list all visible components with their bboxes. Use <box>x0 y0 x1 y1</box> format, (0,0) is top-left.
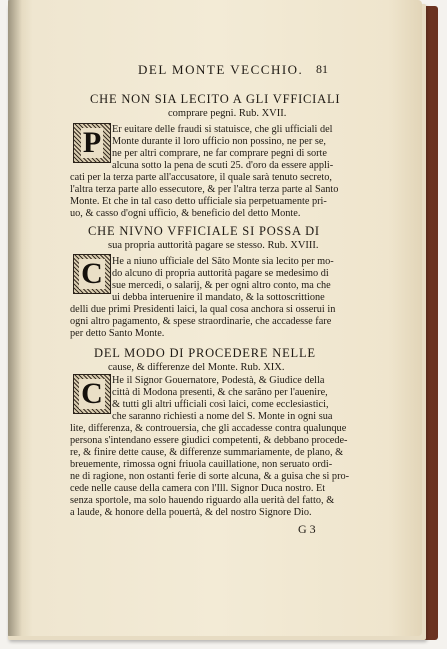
text-line: per detto Santo Monte. <box>70 328 165 339</box>
text-line: He a niuno ufficiale del Sãto Monte sia lecito per mo- <box>112 256 334 267</box>
text-line: l'altra terza parte allo essecutore, & per l'altra terza parte al Santo <box>70 184 339 195</box>
text-line: ogni altro pagamento, & spese straordinarie, che accadesse fare <box>70 316 332 327</box>
book-page <box>8 0 422 636</box>
text-line: a laude, & honore della pouertà, & del nostro Signore Dio. <box>70 507 312 518</box>
section-heading: CHE NIVNO VFFICIALE SI POSSA DI <box>88 224 320 238</box>
section-heading: CHE NON SIA LECITO A GLI VFFICIALI <box>90 92 341 106</box>
section-subheading: cause, & differenze del Monte. Rub. XIX. <box>108 362 285 373</box>
text-line: re, & finire dette cause, & differenze summariamente, de plano, & <box>70 447 344 458</box>
spine-shadow <box>8 0 22 636</box>
text-line: città di Modona presenti, & che sarãno per l'auenire, <box>112 387 328 398</box>
decorated-initial <box>73 254 111 294</box>
text-line: delli due primi Presidenti laici, la qual cosa anchora si osserui in <box>70 304 336 315</box>
initial-letter: C <box>81 377 103 410</box>
section-subheading: comprare pegni. Rub. XVII. <box>168 108 287 119</box>
running-head: DEL MONTE VECCHIO. <box>138 62 304 77</box>
text-line: He il Signor Gouernatore, Podestà, & Giudice della <box>112 375 325 386</box>
text-line: lite, differenza, & controuersia, che gli accadesse contra qualunque <box>70 423 347 434</box>
text-line: che saranno richiesti a nome del S. Monte in ogni sua <box>112 411 333 422</box>
decorated-initial <box>73 374 111 414</box>
initial-letter: C <box>81 257 103 290</box>
text-line: ui debba interuenire il mandato, & la sottoscrittione <box>112 292 325 303</box>
text-line: cati per la terza parte all'accusatore, il quale sarà tenuto secreto, <box>70 172 332 183</box>
text-line: Er euitare delle fraudi si statuisce, che gli ufficiali del <box>112 124 333 135</box>
page-number: 81 <box>316 62 328 76</box>
text-line: senza sportole, ma solo hauendo riguardo alla uerità del fatto, & <box>70 495 335 506</box>
text-line: cede nelle cause della camera con l'Ill. Signor Duca nostro. Et <box>70 483 326 494</box>
decorated-initial <box>73 123 111 163</box>
text-line: sue mercedi, o salarij, & per ogni altro conto, ma che <box>112 280 331 291</box>
text-line: breuemente, rimossa ogni friuola cauillatione, non seruato ordi- <box>70 459 333 470</box>
text-line: ne per altri comprare, ne far comprare pegni di sorte <box>112 148 327 159</box>
text-line: persona s'intendano essere giudici competenti, & debbano procede- <box>70 435 348 446</box>
section-subheading: sua propria auttorità pagare se stesso. Rub. XVIII. <box>108 240 319 251</box>
text-line: Monte. Et che in tal caso detto ufficiale sia perpetuamente pri- <box>70 196 327 207</box>
text-line: ne di ragione, non ostanti ferie di sorte alcuna, & a guisa che si pro- <box>70 471 350 482</box>
section-heading: DEL MODO DI PROCEDERE NELLE <box>94 346 316 360</box>
initial-letter: P <box>82 126 102 159</box>
text-line: alcuna sotto la pena de scuti 25. d'oro da essere appli- <box>112 160 334 171</box>
text-line: Monte durante il loro ufficio non possino, ne per se, <box>112 136 327 147</box>
text-line: uo, & casso d'ogni ufficio, & beneficio del detto Monte. <box>70 208 301 219</box>
text-line: do alcuno di propria auttorità pagare se medesimo di <box>112 268 329 279</box>
signature-mark: G 3 <box>298 522 316 536</box>
text-line: & tutti gli altri ufficiali così laici, come ecclesiastici, <box>112 399 329 410</box>
